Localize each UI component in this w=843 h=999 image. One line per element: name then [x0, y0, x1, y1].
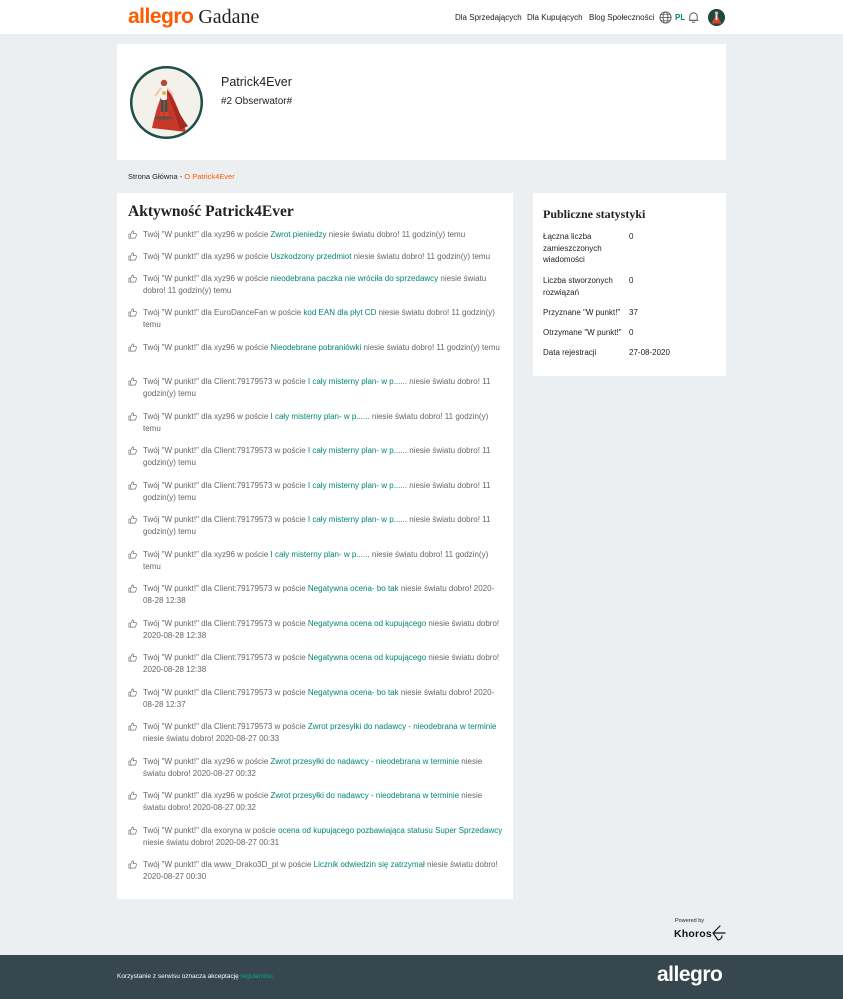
thumbs-up-icon: [128, 252, 137, 261]
activity-post-link[interactable]: I cały misterny plan- w p......: [307, 481, 408, 490]
stat-label-received: Otrzymane "W punkt!": [543, 328, 622, 337]
activity-post-link[interactable]: Negatywna ocena od kupującego: [307, 653, 427, 662]
activity-post-link[interactable]: Zwrot przesyłki do nadawcy - nieodebrana w terminie: [270, 791, 460, 800]
profile-rank: #2 Obserwator#: [221, 96, 293, 107]
stats-title: Publiczne statystyki: [543, 207, 646, 221]
user-avatar[interactable]: [708, 9, 725, 26]
khoros-logo-text: Khoros: [674, 928, 712, 940]
thumbs-up-icon: [128, 230, 137, 239]
activity-text: niesie światu dobro! 11 godzin(y) temu: [143, 481, 491, 502]
breadcrumb-separator: -: [177, 172, 185, 181]
footer-logo[interactable]: allegro: [657, 963, 723, 986]
activity-text: Twój "W punkt!" dla xyz96 w poście: [143, 274, 271, 283]
activity-post-link[interactable]: Uszkodzony przedmiot: [270, 252, 352, 261]
logo-sub: Gadane: [198, 6, 260, 28]
activity-post-link[interactable]: I cały misterny plan- w p......: [270, 550, 370, 559]
activity-text: niesie światu dobro! 2020-08-27 00:33: [143, 734, 280, 743]
activity-text: Twój "W punkt!" dla Client:79179573 w poście: [143, 584, 308, 593]
profile-card: [117, 44, 726, 160]
activity-text: niesie światu dobro! 2020-08-28 12:37: [143, 688, 495, 709]
activity-text: niesie światu dobro! 11 godzin(y) temu: [143, 550, 489, 571]
activity-text: Twój "W punkt!" dla xyz96 w poście: [143, 252, 271, 261]
activity-text: Twój "W punkt!" dla Client:79179573 w poście: [143, 653, 308, 662]
stat-value-messages: 0: [629, 232, 634, 241]
activity-text: Twój "W punkt!" dla EuroDanceFan w poście: [143, 308, 304, 317]
nav-community-blog[interactable]: Blog Społeczności: [589, 13, 655, 22]
activity-text: niesie światu dobro! 11 godzin(y) temu: [143, 515, 491, 536]
thumbs-up-icon: [128, 860, 137, 869]
thumbs-up-icon: [128, 377, 137, 386]
stat-value-received: 0: [629, 328, 634, 337]
activity-post-link[interactable]: Zwrot przesyłki do nadawcy - nieodebrana w terminie: [307, 722, 497, 731]
thumbs-up-icon: [128, 619, 137, 628]
activity-text: niesie światu dobro! 11 godzin(y) temu: [143, 446, 491, 467]
activity-card: [117, 193, 513, 899]
profile-avatar: [130, 66, 203, 139]
activity-text: Twój "W punkt!" dla Client:79179573 w poście: [143, 619, 308, 628]
globe-icon[interactable]: [659, 11, 672, 24]
activity-text: Twój "W punkt!" dla xyz96 w poście: [143, 230, 271, 239]
thumbs-up-icon: [128, 722, 137, 731]
activity-post-link[interactable]: I cały misterny plan- w p......: [307, 446, 408, 455]
activity-text: Twój "W punkt!" dla Client:79179573 w poście: [143, 446, 308, 455]
footer-terms-text: Korzystanie z serwisu oznacza akceptację: [117, 973, 241, 980]
logo-brand: allegro: [128, 5, 194, 28]
nav-sellers[interactable]: Dla Sprzedających: [455, 13, 522, 22]
thumbs-up-icon: [128, 515, 137, 524]
thumbs-up-icon: [128, 481, 137, 490]
activity-post-link[interactable]: nieodebrana paczka nie wróciła do sprzedawcy: [270, 274, 439, 283]
activity-text: Twój "W punkt!" dla xyz96 w poście: [143, 791, 271, 800]
thumbs-up-icon: [128, 412, 137, 421]
superhero-avatar-icon: [130, 66, 203, 139]
activity-text: Twój "W punkt!" dla xyz96 w poście: [143, 757, 271, 766]
activity-text: niesie światu dobro! 2020-08-28 12:38: [143, 619, 500, 640]
activity-text: Twój "W punkt!" dla xyz96 w poście: [143, 343, 271, 352]
thumbs-up-icon: [128, 584, 137, 593]
activity-text: niesie światu dobro! 2020-08-27 00:32: [143, 791, 483, 812]
superhero-avatar-icon: [708, 9, 725, 26]
stat-value-solutions: 0: [629, 276, 634, 285]
activity-post-link[interactable]: I cały misterny plan- w p......: [307, 515, 408, 524]
activity-post-link[interactable]: Negatywna ocena- bo tak: [307, 584, 399, 593]
activity-post-link[interactable]: Licznik odwiedzin się zatrzymał: [313, 860, 425, 869]
thumbs-up-icon: [128, 274, 137, 283]
activity-text: niesie światu dobro! 11 godzin(y) temu: [143, 412, 489, 433]
thumbs-up-icon: [128, 308, 137, 317]
activity-text: niesie światu dobro! 2020-08-28 12:38: [143, 584, 495, 605]
thumbs-up-icon: [128, 757, 137, 766]
thumbs-up-icon: [128, 550, 137, 559]
activity-text: Twój "W punkt!" dla www_Drako3D_pl w poście: [143, 860, 314, 869]
thumbs-up-icon: [128, 688, 137, 697]
bell-icon[interactable]: [687, 11, 700, 24]
powered-by-khoros[interactable]: [674, 918, 734, 948]
footer: [0, 955, 843, 999]
site-logo[interactable]: [128, 5, 259, 29]
stat-label-solutions: Liczba stworzonych rozwiązań: [543, 276, 613, 297]
profile-username: Patrick4Ever: [221, 75, 292, 89]
activity-text: niesie światu dobro! 11 godzin(y) temu: [143, 274, 487, 295]
stat-label-registration: Data rejestracji: [543, 348, 597, 357]
breadcrumb-current: O Patrick4Ever: [184, 172, 235, 181]
thumbs-up-icon: [128, 826, 137, 835]
activity-text: niesie światu dobro! 11 godzin(y) temu: [361, 343, 500, 352]
activity-post-link[interactable]: Nieodebrane pobraniówki: [270, 343, 362, 352]
activity-text: Twój "W punkt!" dla xyz96 w poście: [143, 550, 271, 559]
activity-post-link[interactable]: Zwrot pieniedzy: [270, 230, 327, 239]
footer-terms: [117, 973, 273, 980]
activity-post-link[interactable]: ocena od kupującego pozbawiająca statusu Super Sprzedawcy: [278, 826, 503, 835]
terms-link[interactable]: regulaminu: [240, 973, 273, 980]
activity-post-link[interactable]: Zwrot przesyłki do nadawcy - nieodebrana w terminie: [270, 757, 460, 766]
activity-post-link[interactable]: kod EAN dla płyt CD: [303, 308, 377, 317]
activity-title: Aktywność Patrick4Ever: [128, 203, 294, 220]
activity-text: Twój "W punkt!" dla Client:79179573 w poście: [143, 377, 308, 386]
activity-text: niesie światu dobro! 11 godzin(y) temu: [143, 308, 495, 329]
powered-by-label: Powered by: [675, 918, 705, 924]
stat-label-messages: Łączna liczba zamieszczonych wiadomości: [543, 232, 602, 264]
activity-text: Twój "W punkt!" dla Client:79179573 w poście: [143, 722, 308, 731]
activity-text: niesie światu dobro! 11 godzin(y) temu: [326, 230, 466, 239]
activity-text: Twój "W punkt!" dla xyz96 w poście: [143, 412, 271, 421]
nav-buyers[interactable]: Dla Kupujących: [527, 13, 583, 22]
activity-text: niesie światu dobro! 11 godzin(y) temu: [143, 377, 491, 398]
thumbs-up-icon: [128, 653, 137, 662]
activity-post-link[interactable]: Negatywna ocena- bo tak: [307, 688, 399, 697]
stat-label-given: Przyznane "W punkt!": [543, 308, 621, 317]
top-bar: [0, 0, 843, 34]
activity-text: niesie światu dobro! 2020-08-27 00:31: [143, 838, 280, 847]
activity-text: niesie światu dobro! 2020-08-27 00:32: [143, 757, 483, 778]
activity-post-link[interactable]: I cały misterny plan- w p......: [307, 377, 408, 386]
khoros-logo-icon: [711, 924, 727, 942]
activity-post-link[interactable]: Negatywna ocena od kupującego: [307, 619, 427, 628]
thumbs-up-icon: [128, 791, 137, 800]
activity-text: niesie światu dobro! 11 godzin(y) temu: [351, 252, 491, 261]
breadcrumb: [128, 172, 235, 181]
activity-text: Twój "W punkt!" dla Client:79179573 w poście: [143, 688, 308, 697]
thumbs-up-icon: [128, 446, 137, 455]
stat-value-registration: 27-08-2020: [629, 348, 670, 357]
breadcrumb-home[interactable]: Strona Główna: [128, 172, 178, 181]
stat-value-given: 37: [629, 308, 638, 317]
activity-text: niesie światu dobro! 2020-08-27 00:30: [143, 860, 498, 881]
activity-text: niesie światu dobro! 2020-08-28 12:38: [143, 653, 500, 674]
activity-text: Twój "W punkt!" dla Client:79179573 w poście: [143, 515, 308, 524]
activity-post-link[interactable]: I cały misterny plan- w p......: [270, 412, 370, 421]
activity-text: Twój "W punkt!" dla exoryna w poście: [143, 826, 279, 835]
activity-text: Twój "W punkt!" dla Client:79179573 w poście: [143, 481, 308, 490]
public-stats-card: [533, 193, 726, 376]
language-selector[interactable]: PL: [675, 13, 686, 22]
thumbs-up-icon: [128, 343, 137, 352]
